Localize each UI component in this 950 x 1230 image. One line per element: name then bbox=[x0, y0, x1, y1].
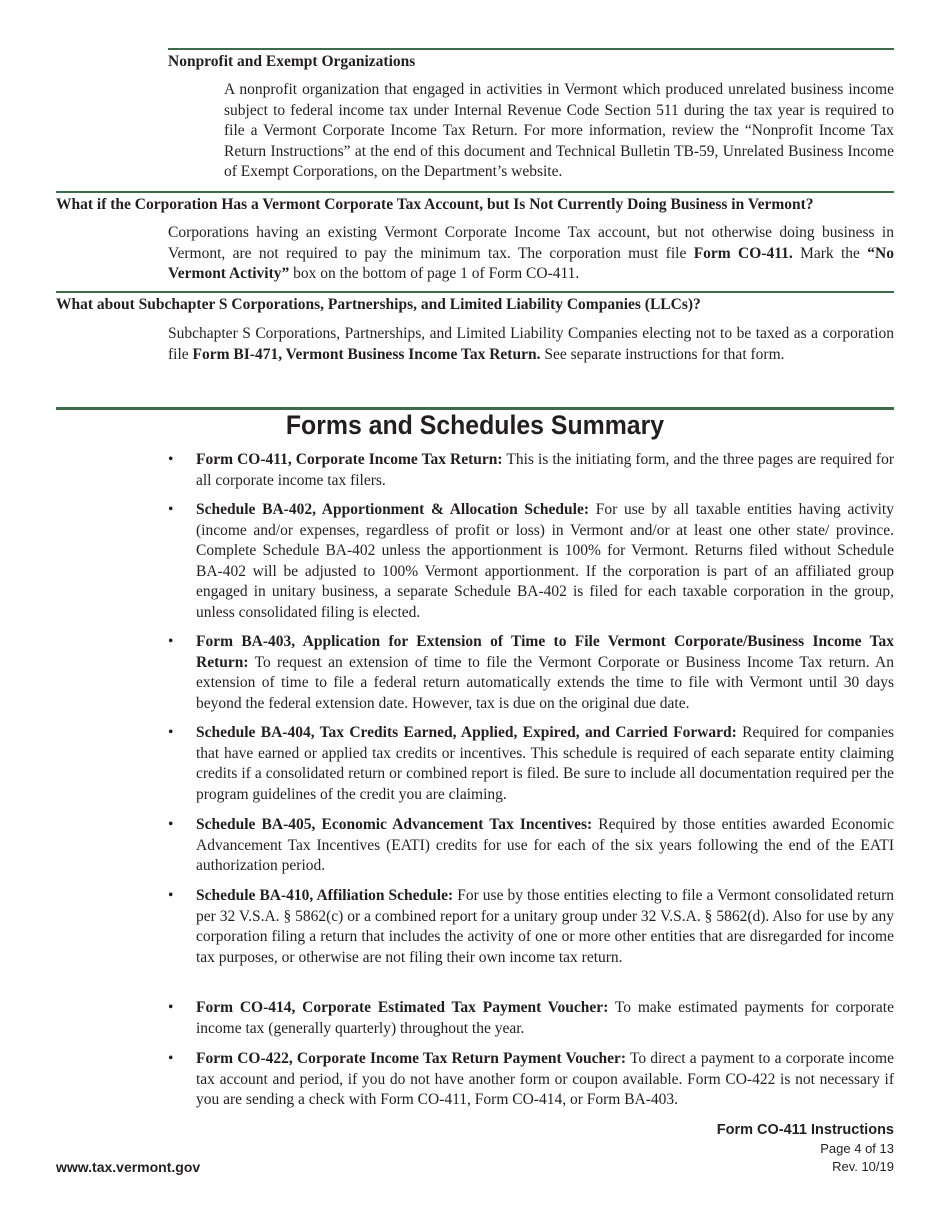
paragraph-bold-text: “No Vermont Activity” bbox=[168, 244, 894, 283]
item-text: For use by all taxable entities having activity (income and/or expenses, regardless of profit or loss) in Vermont and/or at least one other state/ province. Complete Schedule BA-402 unless the apportionment is 100% for Vermont. Returns filed without Schedule BA-402 will be adjusted to 100% Vermont apportionment. If the corporation is part of an affiliated group engaged in unitary business, a separate Schedule BA-402 is filed for each taxable corporation in the group, unless consolidated filing is elected. bbox=[196, 501, 894, 621]
paragraph-text: Mark the bbox=[792, 244, 868, 262]
list-item bbox=[196, 450, 894, 491]
item-title: Schedule BA-402, Apportionment & Allocation Schedule: bbox=[196, 501, 590, 518]
footer-revision: Rev. 10/19 bbox=[832, 1159, 894, 1174]
item-text: To make estimated payments for corporate income tax (generally quarterly) throughout the year. bbox=[196, 999, 894, 1037]
bullet: • bbox=[168, 816, 174, 833]
item-title: Schedule BA-410, Affiliation Schedule: bbox=[196, 887, 454, 904]
item-title: Form CO-422, Corporate Income Tax Return Payment Voucher: bbox=[196, 1050, 627, 1067]
bullet: • bbox=[168, 724, 174, 741]
nonprofit-heading: Nonprofit and Exempt Organizations bbox=[168, 53, 416, 70]
bullet: • bbox=[168, 501, 174, 518]
bullet: • bbox=[168, 633, 174, 650]
item-text: This is the initiating form, and the three pages are required for all corporate income tax filers. bbox=[196, 451, 895, 489]
item-text: To request an extension of time to file the Vermont Corporate or Business Income Tax return. An extension of time to file a federal return automatically extends the time to file with Vermont until 30 days beyond the federal extension date. However, tax is due on the original due date. bbox=[196, 653, 894, 712]
bullet: • bbox=[168, 999, 174, 1016]
item-title: Form BA-403, Application for Extension of Time to File Vermont Corporate/Business Income Tax Return: bbox=[196, 633, 894, 671]
list-item bbox=[196, 815, 894, 877]
footer-page-number: Page 4 of 13 bbox=[820, 1141, 894, 1156]
list-item bbox=[196, 886, 894, 968]
bullet: • bbox=[168, 887, 174, 904]
list-item bbox=[196, 723, 894, 805]
paragraph-bold-text: Form CO-411. bbox=[693, 244, 793, 262]
bullet: • bbox=[168, 1050, 174, 1067]
item-text: Required by those entities awarded Economic Advancement Tax Incentives (EATI) credits for use for each of the six years following the end of the EATI authorization period. bbox=[196, 816, 894, 875]
section-rule bbox=[56, 291, 894, 293]
item-title: Form CO-414, Corporate Estimated Tax Payment Voucher: bbox=[196, 999, 609, 1016]
paragraph-text: Subchapter S Corporations, Partnerships, and Limited Liability Companies electing not to be taxed as a corporation file bbox=[168, 325, 894, 363]
subchapter-s-paragraph bbox=[168, 324, 894, 365]
item-title: Form CO-411, Corporate Income Tax Return: bbox=[196, 451, 503, 468]
summary-title: Forms and Schedules Summary bbox=[285, 410, 665, 440]
subchapter-s-heading: What about Subchapter S Corporations, Partnerships, and Limited Liability Companies (LLCs)? bbox=[56, 296, 701, 313]
footer-form-name: Form CO-411 Instructions bbox=[716, 1122, 894, 1138]
item-text: Required for companies that have earned or applied tax credits or incentives. This schedule is required of each separate entity claiming credits if a consolidated return or combined report is filed. Be sure to include all documentation required per the program guidelines of the credit you are claiming. bbox=[196, 724, 894, 803]
nonprofit-paragraph: A nonprofit organization that engaged in activities in Vermont which produced unrelated business income subject to federal income tax under Internal Revenue Code Section 511 during the tax year is required to file a Vermont Corporate Income Tax Return. For more information, review the “Nonprofit Income Tax Return Instructions” at the end of this document and Technical Bulletin TB-59, Unrelated Business Income of Exempt Corporations, on the Department’s website. bbox=[224, 81, 894, 181]
bullet: • bbox=[168, 451, 174, 468]
paragraph-text: See separate instructions for that form. bbox=[540, 345, 785, 363]
section-rule bbox=[168, 48, 894, 50]
footer-website-link[interactable]: www.tax.vermont.gov bbox=[56, 1159, 201, 1175]
list-item bbox=[196, 500, 894, 624]
list-item bbox=[196, 998, 894, 1039]
paragraph-bold-text: Form BI-471, Vermont Business Income Tax Return. bbox=[192, 345, 541, 363]
item-title: Schedule BA-404, Tax Credits Earned, Applied, Expired, and Carried Forward: bbox=[196, 724, 737, 741]
list-item bbox=[196, 1049, 894, 1111]
list-item bbox=[196, 632, 894, 714]
item-title: Schedule BA-405, Economic Advancement Tax Incentives: bbox=[196, 816, 593, 833]
not-doing-business-heading: What if the Corporation Has a Vermont Corporate Tax Account, but Is Not Currently Doing Business in Vermont? bbox=[56, 196, 814, 213]
not-doing-business-paragraph bbox=[168, 223, 894, 285]
paragraph-text: Corporations having an existing Vermont Corporate Income Tax account, but not otherwise doing business in Vermont, are not required to pay the minimum tax. The corporation must file bbox=[168, 224, 894, 262]
section-rule bbox=[56, 191, 894, 193]
item-text: To direct a payment to a corporate income tax account and period, if you do not have another form or coupon available. Form CO-422 is not necessary if you are sending a check with Form CO-411, Form CO-414, or Form BA-403. bbox=[196, 1050, 894, 1109]
item-text: For use by those entities electing to file a Vermont consolidated return per 32 V.S.A. § 5862(c) or a combined report for a unitary group under 32 V.S.A. § 5862(d). Also for use by any corporation filing a return that includes the activity of one or more other entities that are disregarded for income tax purposes, or otherwise are not filing their own income tax return. bbox=[196, 887, 894, 966]
paragraph-text: box on the bottom of page 1 of Form CO-411. bbox=[289, 265, 580, 283]
